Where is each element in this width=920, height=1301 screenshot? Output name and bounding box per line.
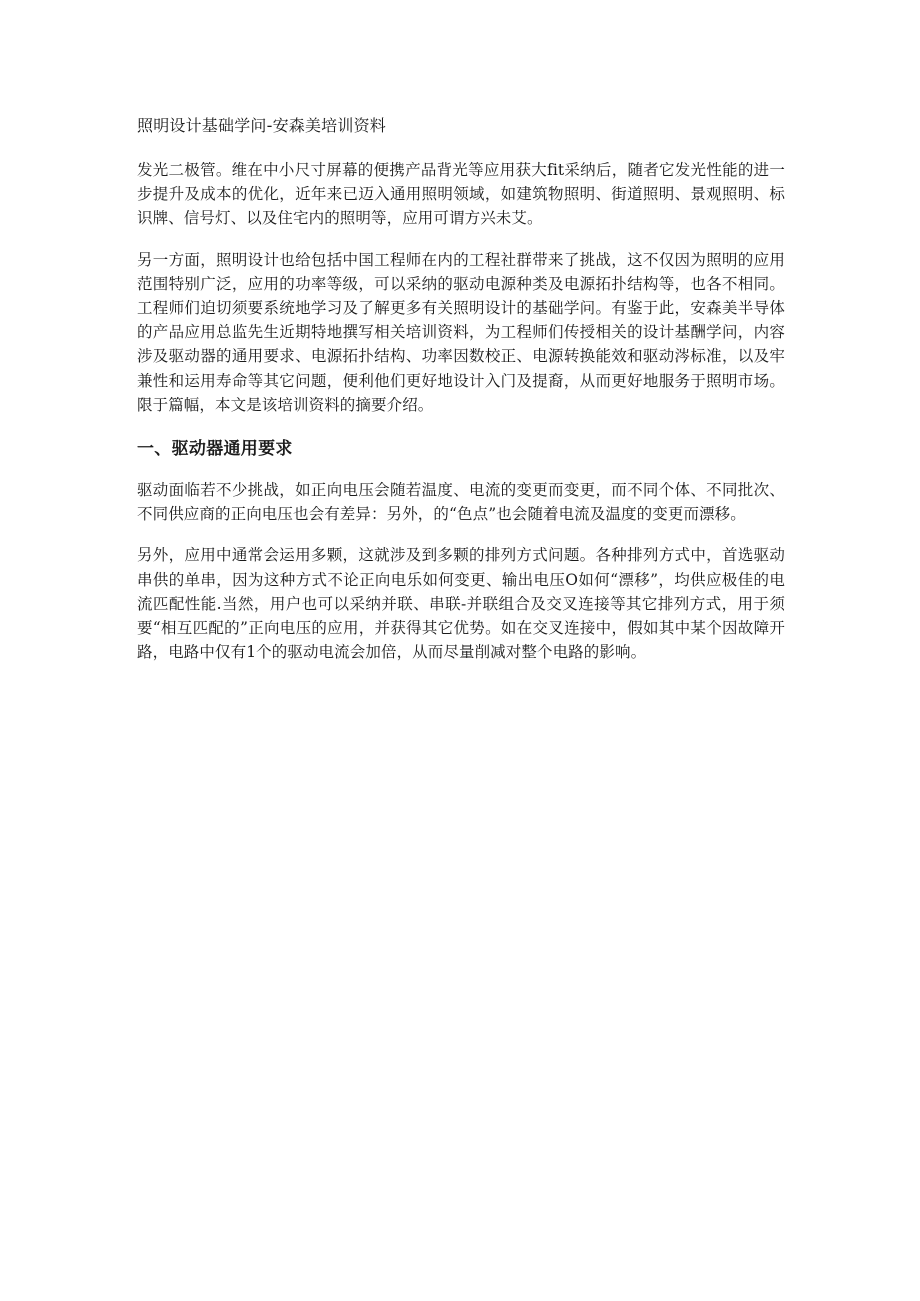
section-paragraph-1: 驱动面临若不少挑战，如正向电压会随若温度、电流的变更而变更，而不同个体、不同批次、不同供应商的正向电压也会有差异：另外，的“色点”也会随着电流及温度的变更而漂移。 <box>137 481 785 524</box>
intro-paragraph-2: 另一方面，照明设计也给包括中国工程师在内的工程社群带来了挑战，这不仅因为照明的应用范围特别广泛，应用的功率等级，可以采纳的驱动电源种类及电源拓扑结构等，也各不相同。工程师们迫切须要系统地学习及了解更多有关照明设计的基础学问。有鉴于此，安森美半导体的产品应用总监先生近期特地撰写相关培训资料，为工程师们传授相关的设计基酬学问，内容涉及驱动器的通用要求、电源拓扑结构、功率因数校正、电源转换能效和驱动涔标准，以及牢兼性和运用寿命等其它问题，便利他们更好地设计入门及提裔，从而更好地服务于照明市场。限于篇幅，本文是该培训资料的摘要介绍。 <box>137 250 785 414</box>
section-heading-driver-requirements: 一、驱动器通用要求 <box>137 439 293 460</box>
document-page <box>137 112 785 681</box>
section-paragraph-2: 另外，应用中通常会运用多颗，这就涉及到多颗的排列方式问题。各种排列方式中，首选驱动串供的单串，因为这种方式不论正向电乐如何变更、输出电压O如何“漂移”，均供应极佳的电流匹配性能.当然，用户也可以采纳并联、串联-并联组合及交叉连接等其它排列方式，用于须要“相互匹配的”正向电压的应用，并获得其它优势。如在交叉连接中，假如其中某个因故障开路，电路中仅有1个的驱动电流会加倍，从而尽量削减对整个电路的影响。 <box>137 546 785 662</box>
document-title: 照明设计基础学问-安森美培训资料 <box>137 116 386 135</box>
intro-paragraph-1: 发光二极管。维在中小尺寸屏幕的便携产品背光等应用获大fit采纳后，随者它发光性能的进一步提升及成本的优化，近年来已迈入通用照明领域，如建筑物照明、街道照明、景观照明、标识牌、信号灯、以及住宅内的照明等，应用可谓方兴未艾。 <box>137 161 785 228</box>
